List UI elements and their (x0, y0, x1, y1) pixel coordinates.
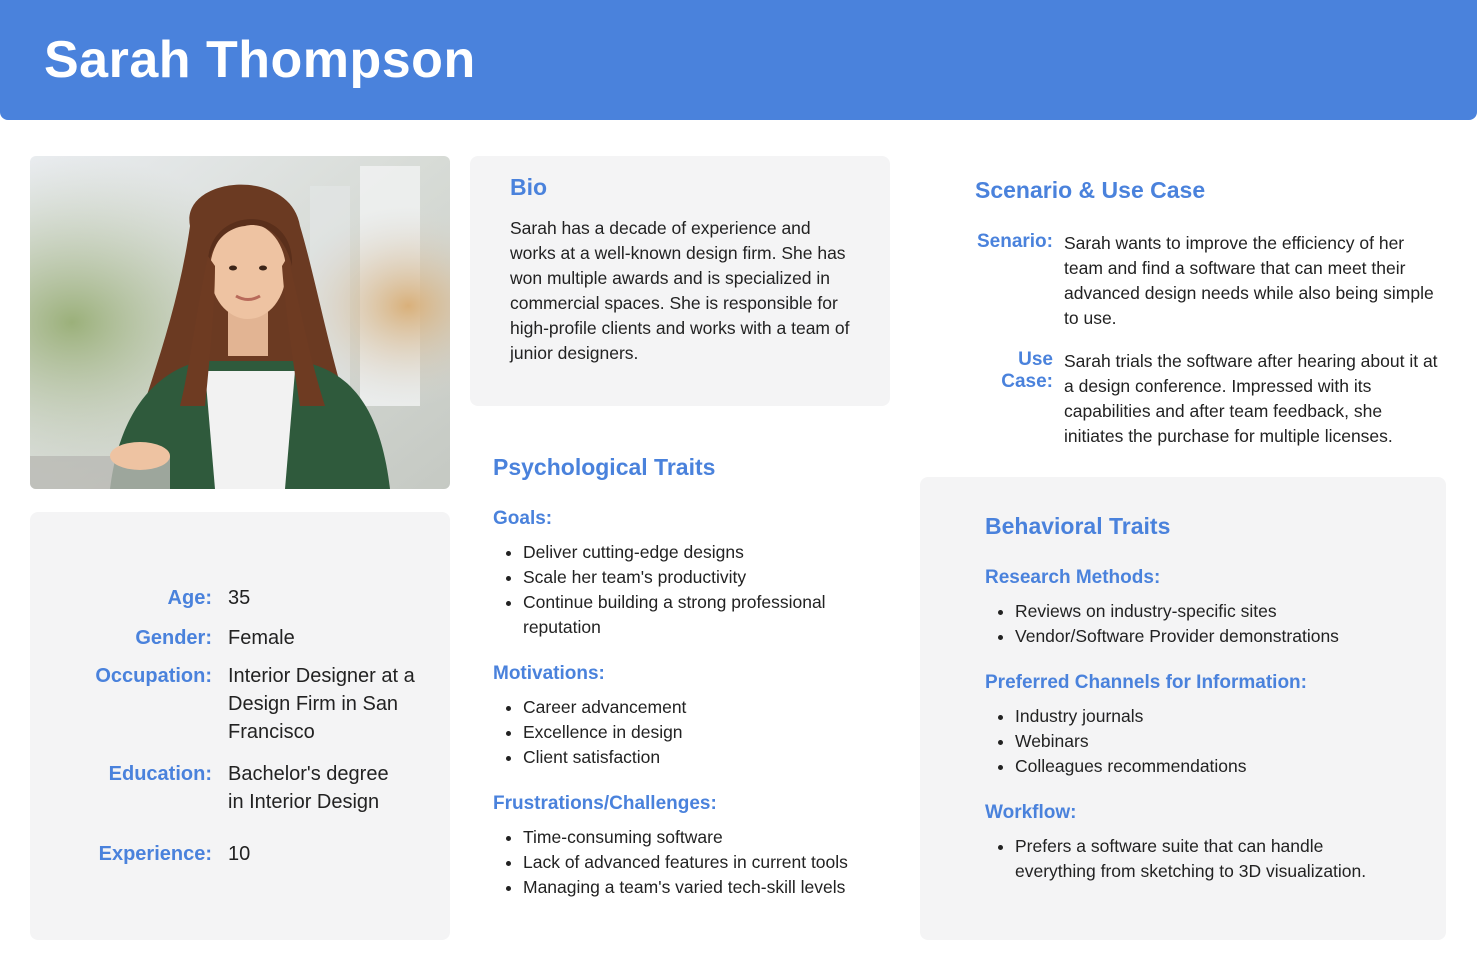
channels-title: Preferred Channels for Information: (985, 672, 1307, 693)
research-title: Research Methods: (985, 567, 1161, 588)
gender-value: Female (228, 627, 295, 649)
psychological-title: Psychological Traits (493, 454, 716, 480)
list-item: • Lack of advanced features in current tools (523, 850, 923, 875)
bio-card (470, 156, 890, 406)
usecase-label: Use Case: (1001, 349, 1053, 392)
list-item: • Colleagues recommendations (1015, 754, 1435, 779)
list-item: • Client satisfaction (523, 745, 893, 770)
experience-value: 10 (228, 843, 251, 865)
occupation-value: Interior Designer at a Design Firm in San Francisco (228, 665, 415, 743)
motivations-title: Motivations: (493, 663, 605, 684)
workflow-list (985, 834, 1375, 884)
channels-list (985, 704, 1435, 779)
research-list (985, 599, 1435, 649)
list-item: • Excellence in design (523, 720, 893, 745)
header-banner (0, 0, 1477, 120)
list-item: • Career advancement (523, 695, 893, 720)
list-item: • Deliver cutting-edge designs (523, 540, 893, 565)
list-item: • Webinars (1015, 729, 1435, 754)
usecase-text: Sarah trials the software after hearing about it at a design conference. Impressed with its capabilities and after team feedback, she initiates the purchase for multiple licenses. (1064, 351, 1438, 446)
goals-list (493, 540, 893, 640)
behavioral-card (920, 477, 1446, 940)
list-item: • Vendor/Software Provider demonstrations (1015, 624, 1435, 649)
experience-label: Experience: (98, 843, 212, 865)
bio-text: Sarah has a decade of experience and works at a well-known design firm. She has won multiple awards and is specialized in commercial spaces. She is responsible for high-profile clients and works with a team of junior designers. (510, 218, 850, 363)
list-item: • Industry journals (1015, 704, 1435, 729)
frustrations-list (493, 825, 923, 900)
demographics-card (30, 512, 450, 940)
motivations-list (493, 695, 893, 770)
persona-name: Sarah Thompson (44, 31, 476, 89)
gender-label: Gender: (135, 627, 212, 649)
frustrations-title: Frustrations/Challenges: (493, 793, 717, 814)
behavioral-title: Behavioral Traits (985, 513, 1171, 539)
list-item: • Reviews on industry-specific sites (1015, 599, 1435, 624)
workflow-title: Workflow: (985, 802, 1077, 823)
list-item: • Time-consuming software (523, 825, 923, 850)
age-label: Age: (167, 587, 212, 609)
persona-photo (30, 156, 450, 489)
list-item: • Prefers a software suite that can handle everything from sketching to 3D visualization. (1015, 834, 1375, 884)
goals-title: Goals: (493, 508, 553, 529)
scenario-text: Sarah wants to improve the efficiency of her team and find a software that can meet their advanced design needs while also being simple to use. (1064, 233, 1434, 328)
list-item: • Continue building a strong professional reputation (523, 590, 893, 640)
occupation-label: Occupation: (95, 665, 212, 687)
education-value: Bachelor's degree in Interior Design (228, 763, 389, 813)
list-item: • Scale her team's productivity (523, 565, 893, 590)
scenario-label: Senario: (976, 231, 1053, 252)
bio-title: Bio (510, 174, 548, 200)
list-item: • Managing a team's varied tech-skill levels (523, 875, 923, 900)
scenario-title: Scenario & Use Case (975, 177, 1206, 203)
education-label: Education: (108, 763, 212, 785)
age-value: 35 (228, 587, 251, 609)
